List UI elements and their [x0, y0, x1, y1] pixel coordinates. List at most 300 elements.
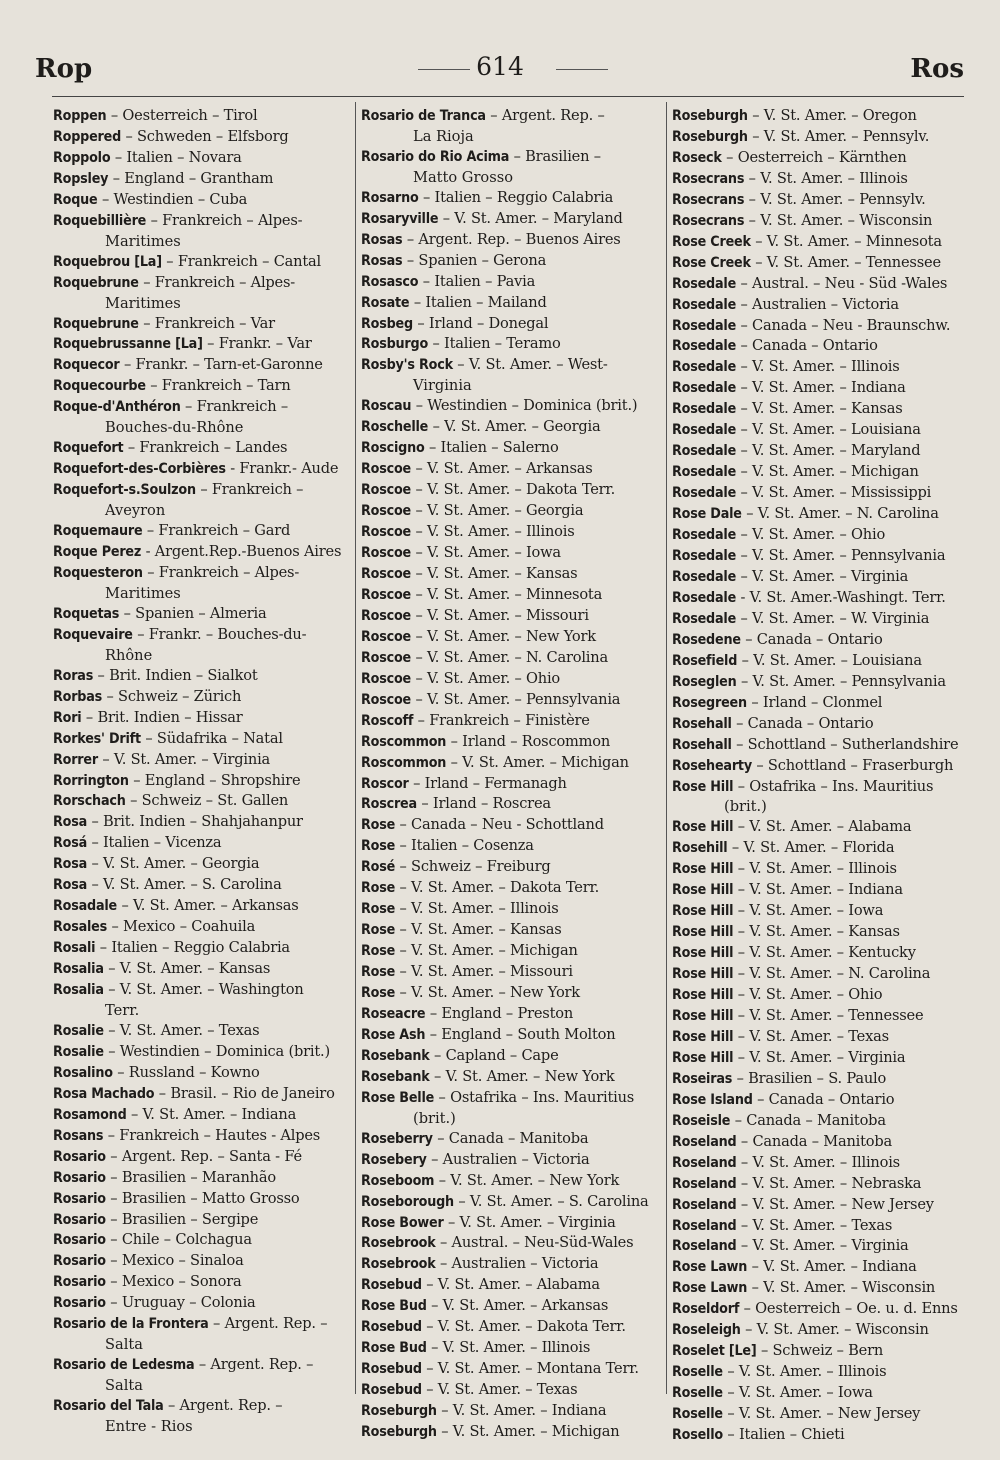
entry-detail: – Frankreich – Alpes-	[146, 211, 303, 229]
entry-detail: – Irland – Fermanagh	[408, 774, 567, 792]
list-item	[672, 211, 970, 232]
entry-headword: Rose Belle	[361, 1089, 435, 1106]
entry-continuation: Entre - Rios	[105, 1418, 193, 1436]
entry-headword: Rosarno	[361, 189, 419, 206]
entry-detail: – Schweiz – Freiburg	[395, 858, 551, 876]
entry-headword: Rose Hill	[672, 819, 734, 836]
entry-headword: Roque	[53, 191, 98, 208]
entry-detail: – Schweiz – St. Gallen	[125, 792, 289, 810]
entry-headword: Roppered	[53, 128, 122, 145]
entry-headword: Roseiras	[672, 1070, 733, 1087]
list-item	[53, 854, 351, 875]
entry-detail: – Canada – Ontario	[736, 337, 878, 355]
entry-headword: Rose Hill	[672, 966, 734, 983]
list-item	[361, 355, 661, 396]
list-item	[361, 1338, 661, 1359]
entry-headword: Roseland	[672, 1217, 737, 1234]
entry-headword: Rosedale	[672, 338, 737, 355]
entry-detail: – Frankreich –	[180, 398, 289, 416]
entry-detail: – V. St. Amer. – New Jersey	[736, 1195, 934, 1213]
entry-headword: Roscoe	[361, 586, 411, 603]
entry-headword: Roscoe	[361, 607, 411, 624]
list-item	[672, 943, 970, 964]
entry-detail: – Spanien – Gerona	[402, 251, 547, 269]
list-item	[672, 693, 970, 714]
list-item	[53, 1396, 351, 1437]
list-item	[361, 627, 661, 648]
entry-headword: Rorbas	[53, 688, 103, 705]
entry-headword: Rosario de Ledesma	[53, 1357, 195, 1374]
entry-headword: Roppolo	[53, 149, 111, 166]
entry-detail: – Mexico – Coahuila	[107, 918, 256, 936]
entry-headword: Rosario del Tala	[53, 1398, 164, 1415]
entry-detail: – Frankreich – Tarn	[145, 377, 291, 395]
entry-headword: Rose Hill	[672, 778, 734, 795]
list-item	[361, 899, 661, 920]
entry-detail: - Argent.Rep.-Buenos Aires	[141, 543, 342, 561]
list-item	[53, 169, 351, 190]
entry-detail: – V. St. Amer. – Illinois	[426, 1339, 591, 1357]
column-middle	[361, 106, 661, 1441]
list-item	[53, 127, 351, 148]
entry-headword: Roscoe	[361, 649, 411, 666]
list-item	[53, 812, 351, 833]
entry-headword: Roselet [Le]	[672, 1343, 757, 1360]
entry-detail: – V. St. Amer. – Pennsylv.	[744, 190, 926, 208]
entry-detail: – Canada – Ontario	[731, 714, 874, 732]
list-item	[672, 1069, 970, 1090]
list-item	[361, 106, 661, 147]
list-item	[672, 1257, 970, 1278]
list-item	[53, 980, 351, 1021]
entry-headword: Rose Hill	[672, 882, 734, 899]
entry-headword: Roschelle	[361, 419, 429, 436]
entry-continuation: Bouches-du-Rhône	[105, 419, 244, 437]
entry-headword: Roscommon	[361, 754, 447, 771]
entry-headword: Roquefort-s.Soulzon	[53, 482, 196, 499]
entry-detail: – Argent. Rep. –	[485, 107, 605, 124]
entry-headword: Rosedale	[672, 589, 737, 606]
entry-detail: – Russland – Kowno	[112, 1063, 260, 1081]
entry-headword: Rosegreen	[672, 694, 747, 711]
entry-detail: – Frankreich – Landes	[123, 439, 288, 457]
entry-headword: Rosedale	[672, 464, 737, 481]
entry-headword: Roseck	[672, 149, 722, 166]
entry-headword: Roscor	[361, 775, 409, 792]
entry-detail: – V. St. Amer. – Wisconsin	[747, 1279, 936, 1297]
entry-detail: – Canada – Manitoba	[432, 1129, 589, 1147]
list-item	[672, 609, 970, 630]
entry-continuation: Matto Grosso	[413, 168, 513, 186]
entry-detail: – V. St. Amer. – Florida	[727, 839, 895, 857]
list-item	[672, 1153, 970, 1174]
entry-detail: - Frankr.- Aude	[225, 460, 339, 478]
list-item	[361, 1317, 661, 1338]
entry-detail: – Argent. Rep. – Buenos Aires	[402, 230, 621, 248]
entry-headword: Rosecrans	[672, 212, 745, 229]
entry-continuation: (brit.)	[413, 1109, 456, 1127]
entry-headword: Rose Dale	[672, 506, 742, 523]
entry-headword: Rosebud	[361, 1382, 422, 1399]
entry-detail: – Irland – Clonmel	[746, 693, 883, 711]
entry-detail: – Brasilien –	[509, 147, 601, 165]
entry-headword: Roscoe	[361, 545, 411, 562]
list-item	[53, 106, 351, 127]
entry-headword: Roseberry	[361, 1130, 433, 1147]
entry-headword: Rose Hill	[672, 903, 734, 920]
entry-headword: Roscigno	[361, 440, 425, 457]
entry-detail: – Frankr. – Tarn-et-Garonne	[119, 356, 323, 374]
entry-detail: – V. St. Amer. – Dakota Terr.	[395, 879, 600, 897]
entry-headword: Roseisle	[672, 1112, 731, 1129]
entry-detail: – V. St. Amer. – Oregon	[747, 107, 917, 124]
list-item	[53, 148, 351, 169]
list-item	[53, 791, 351, 812]
entry-headword: Rose Hill	[672, 861, 734, 878]
entry-detail: – V. St. Amer. – Texas	[421, 1381, 578, 1399]
entry-headword: Rosario do Rio Acima	[361, 148, 510, 165]
entry-headword: Rosa	[53, 814, 88, 831]
entry-headword: Rosehill	[672, 840, 728, 857]
entry-detail: – Oesterreich – Kärnthen	[721, 148, 907, 166]
list-item	[53, 750, 351, 771]
list-item	[53, 521, 351, 542]
entry-detail: – Frankreich – Finistère	[413, 711, 590, 729]
entry-headword: Rorschach	[53, 793, 126, 810]
list-item	[361, 606, 661, 627]
entry-detail: – V. St. Amer. – Virginia	[736, 567, 909, 585]
entry-headword: Rose Lawn	[672, 1259, 748, 1276]
list-item	[361, 878, 661, 899]
entry-headword: Rosebud	[361, 1277, 422, 1294]
entry-detail: – England – Preston	[425, 1004, 574, 1022]
entry-detail: – V. St. Amer. – Indiana	[436, 1402, 607, 1420]
entry-headword: Rosalia	[53, 982, 104, 999]
entry-headword: Rosebrook	[361, 1235, 436, 1252]
entry-headword: Rose	[361, 880, 396, 897]
entry-detail: – V. St. Amer. – Indiana	[126, 1105, 297, 1123]
list-item	[361, 147, 661, 188]
list-item	[53, 252, 351, 273]
entry-detail: – V. St. Amer. – Kansas	[395, 921, 562, 939]
list-item	[361, 920, 661, 941]
entry-detail: – V. St. Amer. – Louisiana	[736, 421, 921, 439]
entry-detail: – V. St. Amer. – Alabama	[733, 818, 912, 836]
list-item	[53, 687, 351, 708]
entry-detail: – Irland – Roscommon	[446, 732, 611, 750]
entry-headword: Roseburgh	[672, 108, 748, 124]
list-item	[672, 901, 970, 922]
entry-detail: – V. St. Amer. – N. Carolina	[733, 965, 931, 983]
entry-detail: – V. St. Amer. – Minnesota	[411, 585, 603, 603]
entry-detail: – V. St. Amer. – Dakota Terr.	[421, 1318, 626, 1336]
list-item	[361, 1067, 661, 1088]
entry-detail: – Italien – Mailand	[409, 293, 547, 311]
list-item	[361, 417, 661, 438]
entry-headword: Roscommon	[361, 733, 447, 750]
entry-detail: – V. St. Amer. – Ohio	[411, 669, 560, 687]
entry-headword: Rose	[361, 922, 396, 939]
entry-headword: Roscoe	[361, 503, 411, 520]
list-item	[53, 376, 351, 397]
entry-continuation: Rhône	[105, 646, 153, 664]
list-item	[672, 483, 970, 504]
entry-detail: – Italien – Pavia	[418, 272, 536, 290]
list-item	[672, 1383, 970, 1404]
entry-detail: – Frankreich – Var	[138, 314, 275, 332]
list-item	[361, 1088, 661, 1129]
list-item	[361, 459, 661, 480]
entry-detail: – V. St. Amer. – Michigan	[736, 463, 919, 481]
list-item	[361, 1254, 661, 1275]
entry-headword: Rosario	[53, 1232, 106, 1249]
list-item	[53, 355, 351, 376]
entry-headword: Rorrer	[53, 751, 98, 768]
entry-detail: – Frankr. – Bouches-du-	[132, 625, 307, 643]
entry-detail: – V. St. Amer. – Michigan	[395, 942, 578, 960]
list-item	[361, 669, 661, 690]
entry-detail: – V. St. Amer. – Maryland	[438, 209, 623, 227]
list-item	[672, 714, 970, 735]
entry-headword: Roquecor	[53, 357, 120, 374]
entry-detail: – V. St. Amer. – Indiana	[733, 881, 903, 899]
entry-detail: – England – Shropshire	[128, 771, 301, 789]
header-dash-right	[556, 69, 608, 70]
entry-detail: – V. St. Amer. – New Jersey	[722, 1405, 921, 1423]
entry-headword: Rosali	[53, 940, 96, 957]
list-item	[53, 604, 351, 625]
entry-detail: – V. St. Amer. – Illinois	[736, 1153, 900, 1171]
list-item	[361, 857, 661, 878]
list-item	[53, 542, 351, 563]
list-item	[361, 648, 661, 669]
entry-headword: Roque-d'Anthéron	[53, 399, 181, 416]
entry-headword: Roquecourbe	[53, 378, 146, 395]
list-item	[361, 1401, 661, 1422]
entry-detail: – Argent. Rep. –	[194, 1356, 314, 1374]
entry-detail: – Canada – Neu - Schottland	[395, 816, 604, 834]
entry-detail: – V. St. Amer. – Georgia	[411, 502, 584, 520]
entry-headword: Rosalino	[53, 1064, 113, 1081]
list-item	[672, 232, 970, 253]
list-item	[53, 1084, 351, 1105]
entry-headword: Roscoe	[361, 691, 411, 708]
list-item	[53, 1251, 351, 1272]
list-item	[672, 922, 970, 943]
list-item	[53, 1063, 351, 1084]
entry-detail: – Frankreich – Gard	[142, 522, 291, 540]
entry-detail: – Schottland – Sutherlandshire	[731, 735, 959, 753]
entry-headword: Roseleigh	[672, 1322, 741, 1339]
entry-headword: Rosefield	[672, 652, 738, 669]
entry-headword: Rosaryville	[361, 210, 439, 227]
entry-detail: – V. St. Amer. – Michigan	[446, 753, 629, 771]
entry-detail: – Oesterreich – Oe. u. d. Enns	[739, 1300, 958, 1318]
entry-detail: – V. St. Amer. – Illinois	[395, 900, 559, 918]
list-item	[672, 1362, 970, 1383]
list-item	[53, 563, 351, 604]
entry-detail: – Italien – Chieti	[722, 1426, 845, 1444]
entry-detail: – Argent. Rep. – Santa - Fé	[105, 1147, 302, 1165]
entry-detail: – Argent. Rep. –	[208, 1315, 328, 1333]
entry-detail: – V. St. Amer. – S. Carolina	[453, 1192, 649, 1210]
entry-headword: Rose Hill	[672, 1007, 734, 1024]
entry-headword: Rosebud	[361, 1319, 422, 1336]
entry-headword: Roquemaure	[53, 523, 143, 540]
list-item	[672, 964, 970, 985]
list-item	[672, 295, 970, 316]
list-item	[361, 1275, 661, 1296]
list-item	[361, 188, 661, 209]
entry-headword: Rose Bud	[361, 1298, 427, 1315]
entry-headword: Rose Bud	[361, 1340, 427, 1357]
list-item	[53, 1105, 351, 1126]
entry-headword: Rosebud	[361, 1361, 422, 1378]
entry-headword: Rosá	[53, 835, 88, 852]
list-item	[53, 1230, 351, 1251]
entry-headword: Rosedale	[672, 275, 737, 292]
entry-detail: – V. St. Amer. – Virginia	[443, 1213, 616, 1231]
list-item	[672, 1425, 970, 1446]
entry-headword: Roseburgh	[672, 128, 748, 145]
list-item	[361, 1359, 661, 1380]
entry-headword: Rosario	[53, 1148, 106, 1165]
entry-headword: Rorrington	[53, 772, 129, 789]
entry-detail: – Australien – Victoria	[426, 1150, 590, 1168]
list-item	[361, 564, 661, 585]
list-item	[53, 1293, 351, 1314]
entry-detail: – V. St. Amer. – Mississippi	[736, 484, 932, 502]
entry-headword: Roseacre	[361, 1005, 426, 1022]
entry-headword: Rosales	[53, 919, 108, 936]
entry-detail: – Schottland – Fraserburgh	[751, 756, 954, 774]
list-item	[672, 316, 970, 337]
list-item	[53, 314, 351, 335]
list-item	[672, 169, 970, 190]
list-item	[672, 274, 970, 295]
entry-headword: Rose Lawn	[672, 1280, 748, 1297]
list-item	[672, 1006, 970, 1027]
entry-detail: – Canada – Ontario	[740, 630, 883, 648]
entry-detail: – Frankreich – Alpes-	[138, 273, 296, 291]
entry-detail: – V. St. Amer. – Montana Terr.	[421, 1360, 639, 1378]
entry-headword: Roseland	[672, 1196, 737, 1213]
entry-headword: Rosehall	[672, 715, 732, 732]
entry-headword: Rose	[361, 985, 396, 1002]
entry-detail: – Brit. Indien – Hissar	[81, 708, 243, 726]
list-item	[361, 774, 661, 795]
list-item	[53, 334, 351, 355]
entry-headword: Roseland	[672, 1154, 737, 1171]
list-item	[53, 1355, 351, 1396]
list-item	[361, 585, 661, 606]
list-item	[53, 917, 351, 938]
list-item	[53, 875, 351, 896]
entry-detail: – V. St. Amer. – Pennsylvania	[411, 690, 621, 708]
entry-detail: – V. St. Amer. – New York	[429, 1067, 615, 1085]
entry-detail: – Italien – Salerno	[424, 439, 559, 457]
entry-detail: – Brasilien – Matto Grosso	[105, 1189, 300, 1207]
entry-headword: Rosedale	[672, 527, 737, 544]
list-item	[361, 209, 661, 230]
entry-detail: – Westindien – Cuba	[97, 190, 248, 208]
list-item	[672, 357, 970, 378]
entry-headword: Rose Hill	[672, 924, 734, 941]
entry-headword: Roque Perez	[53, 544, 142, 561]
list-item	[361, 732, 661, 753]
entry-headword: Rosby's Rock	[361, 357, 453, 374]
list-item	[53, 938, 351, 959]
list-item	[672, 1299, 970, 1320]
entry-detail: – V. St. Amer. – New York	[434, 1171, 620, 1189]
list-item	[672, 441, 970, 462]
entry-detail: – Italien – Teramo	[428, 335, 561, 353]
entry-headword: Rosedale	[672, 568, 737, 585]
entry-headword: Roquefort	[53, 440, 124, 457]
list-item	[53, 211, 351, 252]
entry-detail: – Chile – Colchagua	[105, 1231, 252, 1249]
entry-headword: Rose	[361, 943, 396, 960]
column-right	[672, 106, 970, 1444]
entry-headword: Roseland	[672, 1133, 737, 1150]
list-item	[672, 1278, 970, 1299]
list-item	[361, 1004, 661, 1025]
list-item	[361, 962, 661, 983]
entry-headword: Roseglen	[672, 673, 737, 690]
entry-detail: – V. St. Amer. – Pennsylvania	[736, 547, 946, 565]
list-item	[361, 501, 661, 522]
entry-continuation: Virginia	[413, 377, 472, 395]
list-item	[53, 833, 351, 854]
entry-headword: Ropsley	[53, 170, 109, 187]
entry-detail: – Canada – Manitoba	[730, 1111, 886, 1129]
entry-detail: – Ostafrika – Ins. Mauritius	[434, 1088, 635, 1106]
entry-detail: – V. St. Amer. – Illinois	[736, 358, 900, 376]
list-item	[361, 251, 661, 272]
entry-headword: Roppen	[53, 108, 107, 124]
entry-detail: – V. St. Amer. – Illinois	[411, 523, 575, 541]
entry-headword: Rosedale	[672, 548, 737, 565]
entry-headword: Rosasco	[361, 273, 419, 290]
entry-headword: Rose	[361, 964, 396, 981]
entry-detail: – Italien – Reggio Calabria	[95, 939, 290, 957]
entry-headword: Rosebank	[361, 1068, 430, 1085]
entry-headword: Rose Bower	[361, 1214, 444, 1231]
entry-headword: Roquetas	[53, 605, 120, 622]
entry-detail: – England – South Molton	[425, 1025, 616, 1043]
entry-detail: – V. St. Amer. – Indiana	[736, 379, 906, 397]
entry-headword: Rosecrans	[672, 191, 745, 208]
list-item	[672, 148, 970, 169]
entry-headword: Roquebillière	[53, 212, 147, 229]
entry-detail: – V. St. Amer. – Illinois	[722, 1363, 887, 1381]
entry-headword: Roscoe	[361, 524, 411, 541]
entry-headword: Rosate	[361, 294, 410, 311]
entry-detail: – Frankreich –	[195, 481, 304, 499]
list-item	[53, 438, 351, 459]
entry-detail: – V. St. Amer. – Illinois	[733, 860, 897, 878]
entry-headword: Roselle	[672, 1385, 723, 1402]
list-item	[361, 230, 661, 251]
entry-detail: – Uruguay – Colonia	[105, 1294, 256, 1312]
list-item	[672, 880, 970, 901]
entry-detail: – V. St. Amer. – Indiana	[747, 1258, 917, 1276]
entry-continuation: Aveyron	[105, 502, 166, 520]
entry-headword: Rosedale	[672, 296, 737, 313]
list-item	[672, 127, 970, 148]
list-item	[672, 336, 970, 357]
entry-detail: - V. St. Amer.-Washingt. Terr.	[736, 588, 946, 606]
